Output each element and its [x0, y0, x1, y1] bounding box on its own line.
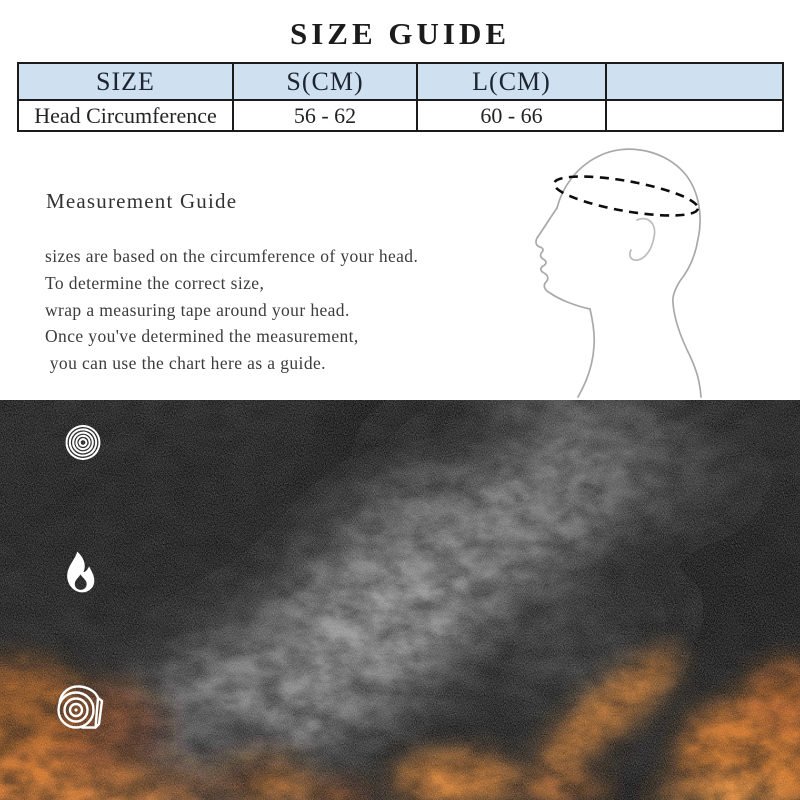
fleece-texture-photo: [0, 400, 800, 800]
size-table-header-size: SIZE: [18, 63, 233, 100]
measurement-line: sizes are based on the circumference of your head.: [45, 246, 419, 266]
fabric-roll-icon: [52, 679, 109, 736]
measurement-line: To determine the correct size,: [45, 272, 265, 293]
size-table-header-row: [18, 63, 783, 100]
fabric-photo-section: [0, 400, 800, 800]
measurement-guide-heading: Measurement Guide: [46, 189, 238, 213]
head-measurement-illustration: [500, 130, 800, 400]
head-profile-outline: [536, 149, 701, 397]
measurement-line: you can use the chart here as a guide.: [45, 353, 326, 374]
size-table-header-l-cm: L(CM): [417, 63, 606, 100]
measurement-line: Once you've determined the measurement,: [45, 326, 359, 347]
size-table-cell-empty: [606, 100, 783, 131]
size-table: [17, 62, 784, 132]
flame-icon: [62, 545, 99, 600]
wool-yarn-icon: [60, 419, 106, 466]
size-table-header-s-cm: S(CM): [233, 63, 417, 100]
page-title: SIZE GUIDE: [289, 16, 511, 51]
size-table-cell-l-range: 60 - 66: [417, 100, 606, 131]
size-table-header-empty: [606, 63, 783, 100]
size-table-cell-label: Head Circumference: [18, 100, 233, 131]
measurement-line: wrap a measuring tape around your head.: [45, 299, 350, 320]
size-table-row-head-circumference: [18, 100, 783, 131]
measuring-tape-ellipse: [552, 169, 701, 224]
size-table-cell-s-range: 56 - 62: [233, 100, 417, 131]
measurement-guide-text: [45, 243, 515, 377]
